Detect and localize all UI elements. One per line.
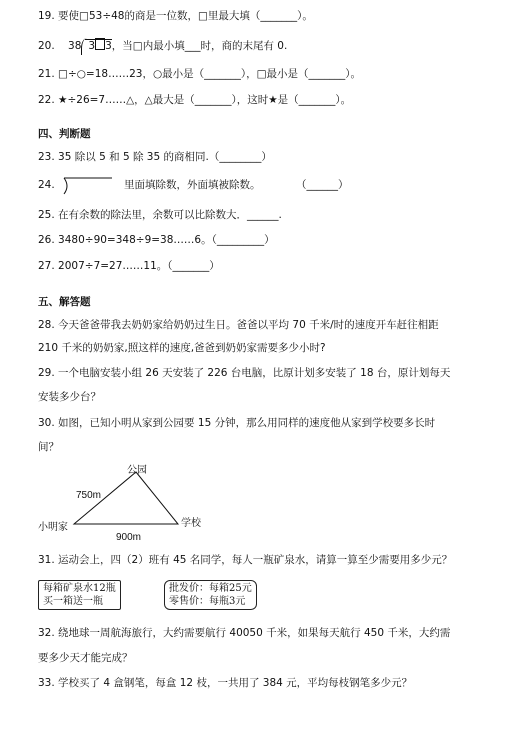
question-31 [38,553,452,567]
question-text-end: ） [261,151,272,163]
question-text-end: ） [209,260,220,272]
long-division-bracket [81,38,111,53]
question-23 [38,150,272,164]
wholesale-price: 批发价：每箱25元 [169,583,252,594]
question-number: 33. [38,677,55,689]
question-number: 23. [38,151,55,163]
question-text: 绕地球一周航海旅行，大约需要航行 40050 千米，如果每天航行 450 千米，大约需 [58,627,451,639]
question-number: 22. [38,94,55,106]
question-33 [38,676,412,690]
question-26 [38,233,275,247]
water-offer-line-2: 买一箱送一瓶 [43,596,103,607]
question-24 [38,178,55,192]
price-box [164,580,257,610]
question-text: 要使□53÷48的商是一位数，□里最大填（ [58,10,261,22]
section-heading-judgement: 四、判断题 [38,128,91,140]
section-heading-solutions: 五、解答题 [38,296,91,308]
question-number: 28. [38,319,55,331]
answer-blank-2[interactable]: _______ [308,68,346,80]
question-28-line-2: 210 千米的奶奶家,照这样的速度,爸爸到奶奶家需要多少小时? [38,342,326,354]
question-text: 35 除以 5 和 5 除 35 的商相同.（ [58,151,220,163]
question-text: 里面填除数，外面填被除数。 [124,179,261,191]
question-text: 3480÷90=348÷9=38……6。（ [58,234,217,246]
question-text-end: ）。 [297,10,313,22]
paren-close: ） [338,179,349,191]
answer-blank-2[interactable]: _______ [298,94,336,106]
divisor: 38 [68,40,82,52]
question-28-line-1 [38,318,439,332]
question-24-answer [296,178,349,192]
answer-blank[interactable]: _________ [216,234,265,246]
question-text-mid: ），这时★是（ [231,94,299,106]
question-number: 21. [38,68,55,80]
home-label: 小明家 [38,522,68,533]
answer-blank[interactable]: ______ [306,179,338,191]
answer-blank-1[interactable]: _______ [204,68,241,80]
paren-open: （ [296,179,307,191]
side-length-home-park: 750m [76,490,102,501]
dividend-digit-2: 3 [105,40,112,52]
park-label: 公园 [127,465,147,476]
answer-blank[interactable]: _______ [260,10,298,22]
answer-blank[interactable]: ______ [247,209,279,221]
question-30-line-2: 间？ [38,441,59,453]
answer-blank[interactable]: ________ [219,151,262,163]
question-number: 25. [38,209,55,221]
question-number: 31. [38,554,55,566]
water-offer-box [38,580,121,610]
question-text-end: . [278,209,282,221]
division-bracket-curve [64,178,67,194]
question-number: 29. [38,367,55,379]
retail-price: 零售价：每瓶3元 [169,596,246,607]
question-22 [38,93,351,107]
question-text: 在有余数的除法里，余数可以比除数大． [58,209,248,221]
question-text: ★÷26=7……△，△最大是（ [58,94,195,106]
question-text: 学校买了 4 盒钢笔，每盒 12 枝，一共用了 384 元，平均每枝钢笔多少元？ [58,677,413,689]
division-bracket-figure [60,176,120,196]
question-number: 27. [38,260,55,272]
question-number: 20. [38,40,55,52]
side-length-home-school: 900m [116,532,142,543]
question-21 [38,67,361,81]
question-19 [38,9,313,23]
question-number: 30. [38,417,55,429]
dividend-digit: 3 [88,40,96,52]
question-number: 19. [38,10,55,22]
question-24-text [124,178,261,192]
water-offer-line-1: 每箱矿泉水12瓶 [43,583,116,594]
question-text-mid: ），□最小是（ [240,68,309,80]
question-number: 24. [38,179,55,191]
question-text: 一个电脑安装小组 26 天安装了 226 台电脑，比原计划多安装了 18 台，原计划每天 [58,367,451,379]
question-25 [38,208,282,222]
question-20 [38,38,287,53]
question-27 [38,259,220,273]
question-text: 2007÷7=27……11。（ [58,260,173,272]
answer-blank-1[interactable]: _______ [194,94,232,106]
school-label: 学校 [181,518,201,529]
question-32-line-1 [38,626,450,640]
question-32-line-2: 要多少天才能完成？ [38,652,133,664]
question-text-end: ）。 [335,94,352,106]
question-text: 如图，已知小明从家到公园要 15 分钟，那么用同样的速度他从家到学校要多长时 [58,417,436,429]
question-number: 26. [38,234,55,246]
question-30-line-1 [38,416,435,430]
question-text: □÷○=18……23，○最小是（ [58,68,205,80]
question-text: 今天爸爸带我去奶奶家给奶奶过生日。爸爸以平均 70 千米/时的速度开车赶往相距 [58,319,439,331]
answer-blank[interactable]: _______ [172,260,210,272]
question-number: 32. [38,627,55,639]
question-text: 运动会上，四（2）班有 45 名同学，每人一瓶矿泉水，请算一算至少需要用多少元？ [58,554,453,566]
question-text: ，当□内最小填___时，商的末尾有 0. [111,40,288,52]
question-text-end: ）。 [345,68,362,80]
question-29-line-2: 安装多少台？ [38,391,101,403]
question-text-end: ） [264,234,275,246]
question-29-line-1 [38,366,450,380]
digit-box[interactable] [95,38,105,50]
